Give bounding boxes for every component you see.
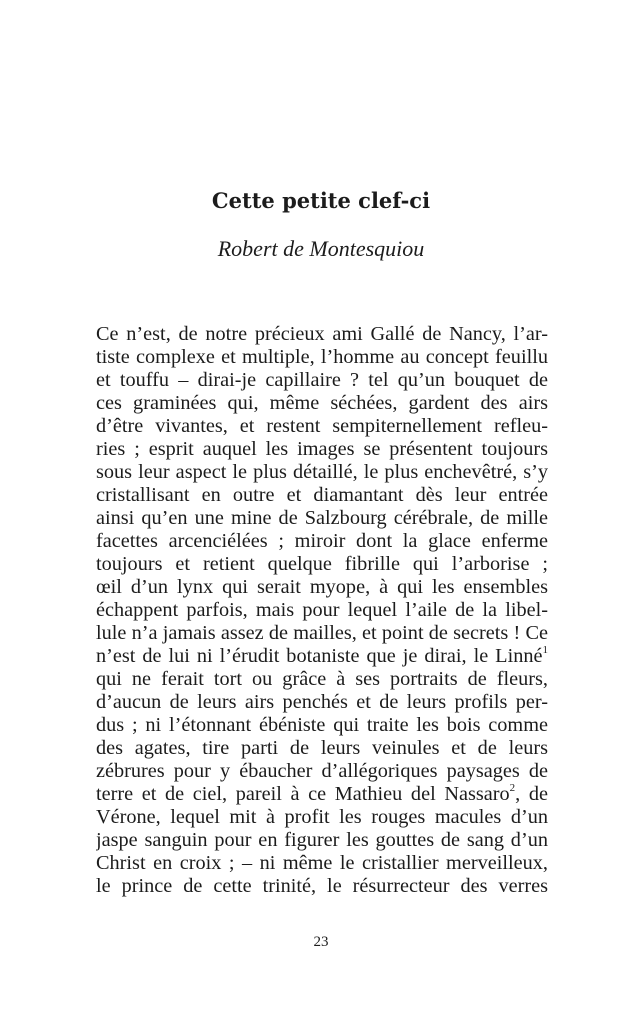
text-line: œil d’un lynx qui serait myope, à qui les ensembles <box>96 576 548 598</box>
text-line: dus ; ni l’étonnant ébéniste qui traite les bois comme <box>96 714 548 736</box>
text-line: cristallisant en outre et diamantant dès leur entrée <box>96 484 548 506</box>
text-line: le prince de cette trinité, le résurrecteur des verres <box>96 875 548 897</box>
text-line: zébrures pour y ébaucher d’allégoriques paysages de <box>96 760 548 782</box>
line-text: , de <box>515 783 548 805</box>
text-line: d’aucun de leurs airs penchés et de leurs profils per- <box>96 691 548 713</box>
text-line: échappent parfois, mais pour lequel l’aile de la libel- <box>96 599 548 621</box>
text-line: tiste complexe et multiple, l’homme au concept feuillu <box>96 346 548 368</box>
text-line: qui ne ferait tort ou grâce à ses portraits de fleurs, <box>96 668 548 690</box>
author-name: Robert de Montesquiou <box>217 236 425 261</box>
text-line <box>96 645 548 668</box>
text-line: ries ; esprit auquel les images se présentent toujours <box>96 438 548 460</box>
footnote-ref[interactable]: 2 <box>509 783 516 795</box>
text-line: ainsi qu’en une mine de Salzbourg cérébrale, de mille <box>96 507 548 529</box>
text-line: lule n’a jamais assez de mailles, et point de secrets ! Ce <box>96 622 548 644</box>
text-line: sous leur aspect le plus détaillé, le plus enchevêtré, s’y <box>96 461 548 483</box>
text-line: toujours et retient quelque fibrille qui l’arborise ; <box>96 553 548 575</box>
text-line: et touffu – dirai-je capillaire ? tel qu’un bouquet de <box>96 369 548 391</box>
text-line <box>96 783 548 806</box>
text-line: Ce n’est, de notre précieux ami Gallé de Nancy, l’ar- <box>96 323 548 345</box>
body-text <box>96 323 548 898</box>
line-text: terre et de ciel, pareil à ce Mathieu del Nassaro <box>96 783 510 805</box>
text-line: Christ en croix ; – ni même le cristallier merveilleux, <box>96 852 548 874</box>
text-line: ces graminées qui, même séchées, gardent des airs <box>96 392 548 414</box>
text-line: facettes arcenciélées ; miroir dont la glace enferme <box>96 530 548 552</box>
chapter-title: Cette petite clef-ci <box>211 188 431 213</box>
text-line: d’être vivantes, et restent sempiternellement refleu- <box>96 415 548 437</box>
text-line: des agates, tire parti de leurs veinules et de leurs <box>96 737 548 759</box>
page-number: 23 <box>313 934 329 950</box>
footnote-ref[interactable]: 1 <box>542 645 548 657</box>
text-line: jaspe sanguin pour en figurer les gouttes de sang d’un <box>96 829 548 851</box>
text-line: Vérone, lequel mit à profit les rouges macules d’un <box>96 806 548 828</box>
line-text: n’est de lui ni l’érudit botaniste que je dirai, le Linné <box>96 645 543 667</box>
